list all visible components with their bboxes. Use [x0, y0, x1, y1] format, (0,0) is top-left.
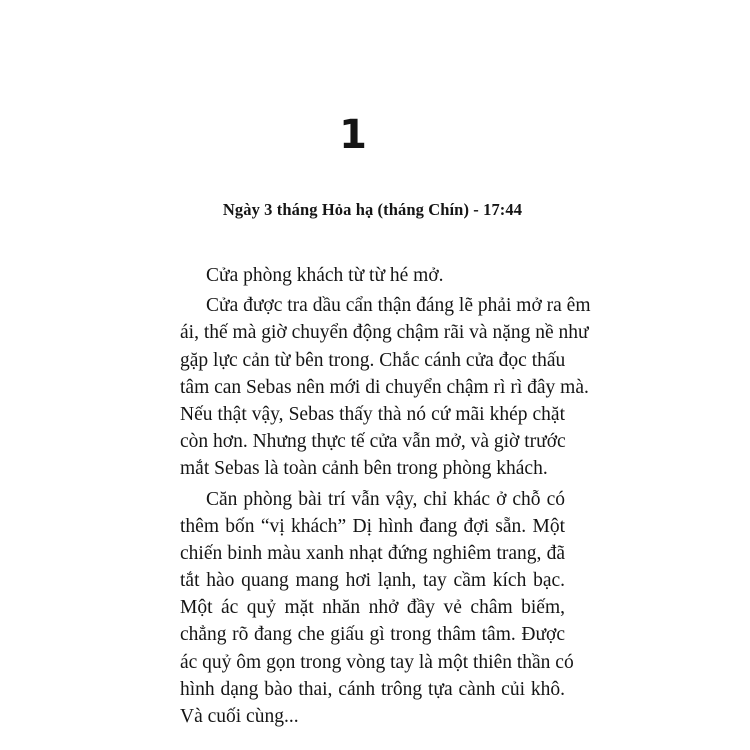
text-line: Nếu thật vậy, Sebas thấy thà nó cứ mãi khép chặt	[180, 403, 565, 425]
text-line: Cửa được tra dầu cẩn thận đáng lẽ phải mở ra êm	[206, 295, 591, 317]
text-line: mắt Sebas là toàn cảnh bên trong phòng khách.	[180, 458, 548, 480]
text-line: còn hơn. Nhưng thực tế cửa vẫn mở, và giờ trước	[180, 431, 566, 453]
text-line: chiến binh màu xanh nhạt đứng nghiêm trang, đã	[180, 542, 565, 564]
paragraph	[180, 262, 565, 289]
text-line: ác quỷ ôm gọn trong vòng tay là một thiên thần có	[180, 651, 574, 673]
text-line: Cửa phòng khách từ từ hé mở.	[206, 265, 444, 286]
text-line: tâm can Sebas nên mới di chuyển chậm rì rì đây mà.	[180, 376, 589, 398]
text-line: Căn phòng bài trí vẫn vậy, chỉ khác ở chỗ có	[206, 488, 565, 510]
text-line: ái, thế mà giờ chuyển động chậm rãi và nặng nề như	[180, 322, 589, 344]
paragraph	[180, 486, 574, 731]
text-line: chẳng rõ đang che giấu gì trong thâm tâm. Được	[180, 624, 565, 646]
text-line: Và cuối cùng...	[180, 706, 299, 727]
text-line: thêm bốn “vị khách” Dị hình đang đợi sẵn. Một	[180, 515, 565, 537]
paragraph	[180, 292, 591, 482]
text-line: gặp lực cản từ bên trong. Chắc cánh cửa đọc thấu	[180, 349, 566, 371]
text-line: tắt hào quang mang hơi lạnh, tay cầm kích bạc.	[180, 570, 565, 592]
chapter-number: 1	[339, 112, 367, 158]
text-line: Một ác quỷ mặt nhăn nhở đầy vẻ châm biếm,	[180, 597, 565, 619]
chapter-subtitle: Ngày 3 tháng Hỏa hạ (tháng Chín) - 17:44	[222, 200, 523, 219]
body-text	[180, 262, 591, 730]
text-line: hình dạng bào thai, cánh trông tựa cành củi khô.	[180, 678, 565, 700]
